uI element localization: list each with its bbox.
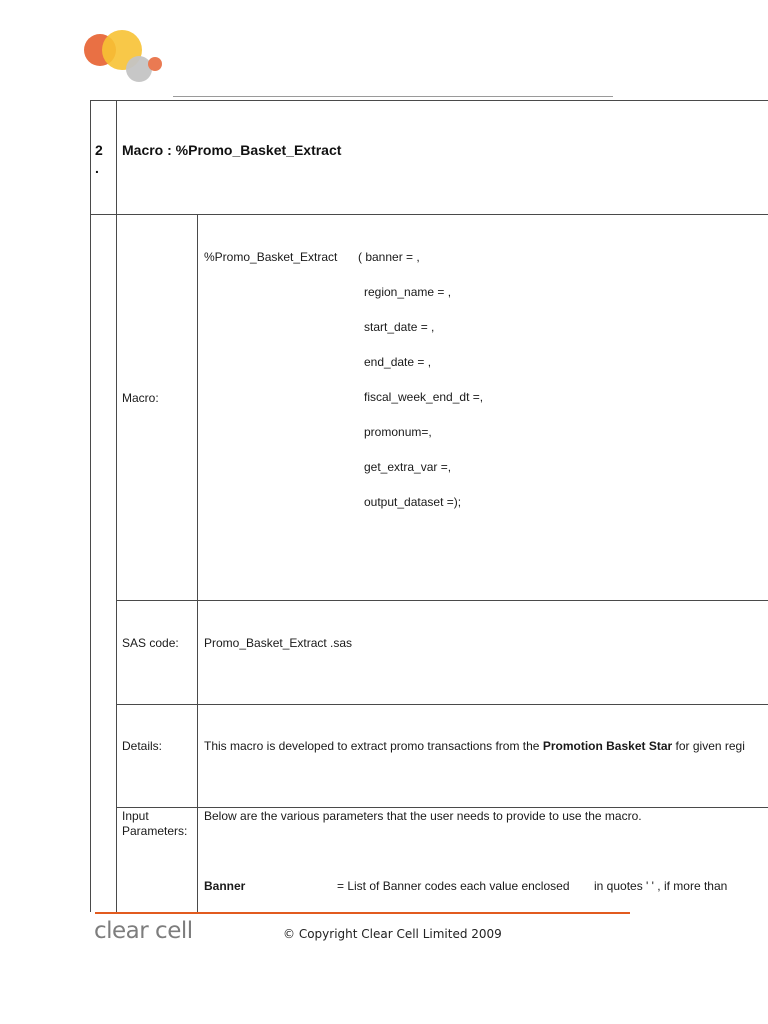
macro-param-end-date: end_date = , <box>364 355 432 369</box>
section-number-value: 2 <box>95 142 103 158</box>
sas-row-bottom-border <box>116 704 768 705</box>
macro-param-output-dataset: output_dataset =); <box>364 495 462 509</box>
param-banner-desc-1: = List of Banner codes each value enclosed <box>337 879 570 893</box>
input-parameters-label-line1: Input <box>122 809 149 823</box>
footer-rule <box>95 912 630 914</box>
table-number-col-border <box>116 100 117 912</box>
macro-param-get-extra-var: get_extra_var =, <box>364 460 452 474</box>
param-banner-name-text: Banner <box>204 879 246 893</box>
details-text-after: for given regi <box>672 739 745 753</box>
macro-param-promonum: promonum=, <box>364 425 432 439</box>
header-rule <box>173 96 613 97</box>
sas-code-value: Promo_Basket_Extract .sas <box>204 636 353 650</box>
table-left-border <box>90 100 91 912</box>
details-text-bold: Promotion Basket Star <box>542 739 673 753</box>
footer-copyright: © Copyright Clear Cell Limited 2009 <box>283 927 502 941</box>
logo-gray-circle <box>126 56 152 82</box>
param-banner-desc-2: in quotes ' ' , if more than <box>594 879 728 893</box>
section-number-suffix: . <box>95 160 99 176</box>
details-text-before: This macro is developed to extract promo transactions from the <box>204 739 543 753</box>
macro-label: Macro: <box>122 391 159 405</box>
macro-param-region-name: region_name = , <box>364 285 452 299</box>
clear-cell-logo <box>80 26 170 88</box>
title-row-bottom-border <box>90 214 768 215</box>
macro-call-head: %Promo_Basket_Extract <box>204 250 338 264</box>
macro-param-banner: ( banner = , <box>358 250 420 264</box>
macro-param-fiscal-week-end-dt: fiscal_week_end_dt =, <box>364 390 484 404</box>
section-title: Macro : %Promo_Basket_Extract <box>122 142 342 158</box>
macro-param-start-date: start_date = , <box>364 320 435 334</box>
input-parameters-label-line2: Parameters: <box>122 824 188 838</box>
footer-brand: clear cell <box>94 918 193 944</box>
input-parameters-label <box>122 809 187 839</box>
details-row-bottom-border <box>116 807 768 808</box>
details-text <box>204 739 745 754</box>
table-top-border <box>90 100 768 101</box>
param-banner-name <box>204 879 245 894</box>
details-label: Details: <box>122 739 163 753</box>
section-number <box>95 141 103 177</box>
sas-code-label: SAS code: <box>122 636 179 650</box>
logo-small-orange-circle <box>148 57 162 71</box>
macro-row-bottom-border <box>116 600 768 601</box>
input-parameters-intro: Below are the various parameters that the user needs to provide to use the macro. <box>204 809 642 823</box>
